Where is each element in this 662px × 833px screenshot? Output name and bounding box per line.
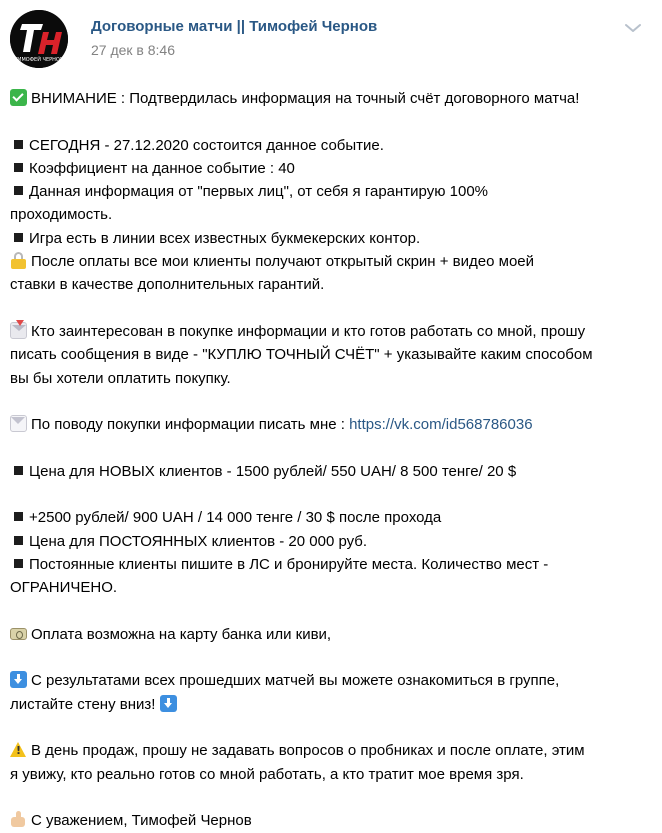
lock-icon xyxy=(10,252,27,269)
new-clients-price-text: Цена для НОВЫХ клиентов - 1500 рублей/ 550 UAH/ 8 500 тенге/ 20 $ xyxy=(29,462,517,480)
text-line xyxy=(10,157,656,180)
black-square-icon xyxy=(14,512,23,521)
author-name[interactable]: Договорные матчи || Тимофей Чернов xyxy=(91,18,378,35)
contact-link[interactable]: https://vk.com/id568786036 xyxy=(349,416,533,434)
thumbs-up-icon xyxy=(10,811,27,828)
warning-text-cont: я увижу, кто реально готов со мной работать, а кто тратит мое время зря. xyxy=(10,765,524,783)
after-payment-text: После оплаты все мои клиенты получают открытый скрин + видео моей xyxy=(31,253,535,271)
post-text xyxy=(10,87,656,833)
guarantee-text: Данная информация от "первых лиц", от себя я гарантирую 100% xyxy=(29,183,489,201)
text-line xyxy=(10,227,656,250)
black-square-icon xyxy=(14,140,23,149)
text-line xyxy=(10,250,656,273)
text-line xyxy=(10,763,656,786)
check-mark-icon xyxy=(10,89,27,106)
black-square-icon xyxy=(14,536,23,545)
text-line xyxy=(10,809,656,832)
warning-icon xyxy=(10,741,27,758)
black-square-icon xyxy=(14,559,23,568)
banknote-icon xyxy=(10,628,27,640)
odds-text: Коэффициент на данное событие : 40 xyxy=(29,159,295,177)
down-arrow-icon xyxy=(160,695,177,712)
text-line xyxy=(10,739,656,762)
avatar-logo-icon xyxy=(10,10,68,68)
text-line xyxy=(10,623,656,646)
text-line xyxy=(10,343,656,366)
text-line xyxy=(10,180,656,203)
post-header xyxy=(0,0,662,80)
interested-text-cont: писать сообщения в виде - "КУПЛЮ ТОЧНЫЙ СЧЁТ" + указывайте каким способом xyxy=(10,346,593,364)
interested-text-end: вы бы хотели оплатить покупку. xyxy=(10,369,231,387)
after-win-price-text: +2500 рублей/ 900 UAH / 14 000 тенге / 30 $ после прохода xyxy=(29,509,442,527)
regular-clients-text-cont: ОГРАНИЧЕНО. xyxy=(10,579,118,597)
text-line xyxy=(10,273,656,296)
text-line xyxy=(10,553,656,576)
regular-clients-text: Постоянные клиенты пишите в ЛС и бронируйте места. Количество мест - xyxy=(29,555,549,573)
attention-text: ВНИМАНИЕ : Подтвердилась информация на точный счёт договорного матча! xyxy=(31,90,580,107)
text-line xyxy=(10,530,656,553)
avatar-caption: ТИМОФЕЙ ЧЕРНОВ xyxy=(14,57,64,63)
text-line xyxy=(10,87,656,110)
black-square-icon xyxy=(14,466,23,475)
interested-text: Кто заинтересован в покупке информации и кто готов работать со мной, прошу xyxy=(31,322,586,340)
black-square-icon xyxy=(14,186,23,195)
bookmakers-text: Игра есть в линии всех известных букмекерских контор. xyxy=(29,229,421,247)
text-line xyxy=(10,669,656,692)
avatar[interactable] xyxy=(10,10,68,68)
text-line xyxy=(10,367,656,390)
down-arrow-icon xyxy=(10,671,27,688)
chevron-down-icon xyxy=(622,20,644,36)
warning-text: В день продаж, прошу не задавать вопросов о пробниках и после оплате, этим xyxy=(31,742,585,760)
black-square-icon xyxy=(14,233,23,242)
text-line xyxy=(10,460,656,483)
text-line xyxy=(10,134,656,157)
text-line xyxy=(10,576,656,599)
regular-clients-price-text: Цена для ПОСТОЯННЫХ клиентов - 20 000 руб. xyxy=(29,532,368,550)
text-line xyxy=(10,203,656,226)
envelope-icon xyxy=(10,415,27,432)
guarantee-text-cont: проходимость. xyxy=(10,206,113,224)
after-payment-text-cont: ставки в качестве дополнительных гарантий. xyxy=(10,276,325,294)
text-line xyxy=(10,413,656,436)
post-menu-button[interactable] xyxy=(622,20,644,36)
text-line xyxy=(10,320,656,343)
payment-text: Оплата возможна на карту банка или киви, xyxy=(31,625,332,643)
incoming-envelope-icon xyxy=(10,322,27,339)
black-square-icon xyxy=(14,163,23,172)
results-text-cont: листайте стену вниз! xyxy=(10,695,156,713)
text-line xyxy=(10,506,656,529)
text-line xyxy=(10,693,656,716)
today-text: СЕГОДНЯ - 27.12.2020 состоится данное событие. xyxy=(29,136,384,154)
results-text: С результатами всех прошедших матчей вы можете ознакомиться в группе, xyxy=(31,672,560,690)
contact-text: По поводу покупки информации писать мне : xyxy=(31,416,345,434)
post-date[interactable]: 27 дек в 8:46 xyxy=(91,42,176,58)
signature-text: С уважением, Тимофей Чернов xyxy=(31,812,252,830)
